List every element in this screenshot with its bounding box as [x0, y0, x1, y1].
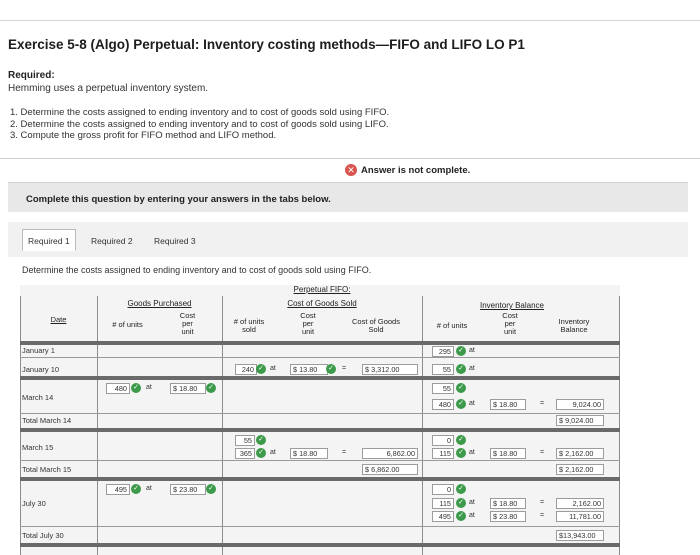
row-label-jul30: July 30	[22, 499, 46, 508]
header-date: Date	[50, 315, 67, 324]
jul30-units-purchased[interactable]: 495	[106, 484, 130, 495]
table-border-left	[20, 296, 21, 555]
check-icon: ✓	[456, 511, 466, 521]
equals-sign: =	[342, 449, 347, 456]
header-units-sold-l2: sold	[242, 325, 256, 334]
check-icon: ✓	[256, 448, 266, 458]
jul30-balance-units-1[interactable]: 0	[432, 484, 454, 495]
row-divider	[20, 477, 620, 481]
mar15-units-sold-1[interactable]: 55	[235, 435, 255, 446]
header-cost-per-unit	[170, 312, 205, 336]
jul30-purchase-cost[interactable]: $ 23.80	[170, 484, 206, 495]
row-divider	[20, 376, 620, 380]
equals-sign: =	[342, 365, 347, 372]
col-divider	[222, 296, 223, 555]
header-cogs	[340, 318, 412, 334]
jan1-balance-units[interactable]: 295	[432, 346, 454, 357]
at-label: at	[146, 384, 152, 391]
header-divider	[0, 20, 700, 21]
header-units-sold-l1: # of units	[233, 317, 265, 326]
equals-sign: =	[540, 499, 545, 506]
header-cost-l1: Cost	[179, 311, 196, 320]
jul30-balance-cost-1[interactable]: $ 18.80	[490, 498, 526, 509]
row-divider	[20, 341, 620, 345]
header-units-purchased: # of units	[112, 320, 143, 329]
mar15-balance-units-1[interactable]: 0	[432, 435, 454, 446]
row-label-mar14: March 14	[22, 393, 54, 402]
mar14-balance-cost[interactable]: $ 18.80	[490, 399, 526, 410]
total-jul30-balance[interactable]: $13,943.00	[556, 530, 604, 541]
jan10-cogs[interactable]: $ 3,312.00	[362, 364, 418, 375]
tab-required-1[interactable]: Required 1	[22, 229, 76, 251]
check-icon: ✓	[206, 383, 216, 393]
status-divider	[0, 158, 700, 159]
equals-sign: =	[540, 449, 545, 456]
check-icon: ✓	[131, 484, 141, 494]
header-bal-cost-l1: Cost	[502, 311, 518, 320]
group-cost-of-goods-sold: Cost of Goods Sold	[287, 299, 357, 308]
header-units-balance: # of units	[436, 321, 468, 330]
table-border-right	[619, 296, 620, 555]
tab-required-3[interactable]: Required 3	[154, 236, 196, 246]
check-icon: ✓	[456, 383, 466, 393]
check-icon: ✓	[206, 484, 216, 494]
mar15-cogs[interactable]: 6,862.00	[362, 448, 418, 459]
row-label-mar15: March 15	[22, 443, 54, 452]
jan10-balance-units[interactable]: 55	[432, 364, 454, 375]
header-sold-cost-l3: unit	[301, 327, 315, 336]
header-bal-cost-l2: per	[504, 319, 516, 328]
mar15-balance-value[interactable]: $ 2,162.00	[556, 448, 604, 459]
total-mar14-balance[interactable]: $ 9,024.00	[556, 415, 604, 426]
col-divider	[422, 296, 423, 555]
check-icon: ✓	[456, 364, 466, 374]
required-text: Hemming uses a perpetual inventory system.	[8, 83, 209, 94]
row-divider	[20, 460, 620, 461]
mar14-units-purchased[interactable]: 480	[106, 383, 130, 394]
header-sold-cost-l2: per	[302, 319, 314, 328]
x-circle-icon: ✕	[345, 164, 357, 176]
header-cogs-l1: Cost of Goods	[352, 317, 400, 326]
header-balance-cost-per-unit	[492, 312, 528, 336]
at-label: at	[469, 347, 475, 354]
check-icon: ✓	[456, 484, 466, 494]
group-goods-purchased: Goods Purchased	[127, 299, 192, 308]
step-3: 3. Compute the gross profit for FIFO method and LIFO method.	[10, 130, 277, 141]
jul30-balance-units-2[interactable]: 115	[432, 498, 454, 509]
header-units-sold	[226, 318, 272, 334]
equals-sign: =	[540, 400, 545, 407]
row-divider	[20, 526, 620, 527]
answer-status	[345, 164, 470, 176]
check-icon: ✓	[326, 364, 336, 374]
mar15-sold-cost[interactable]: $ 18.80	[290, 448, 328, 459]
at-label: at	[270, 365, 276, 372]
jan10-units-sold[interactable]: 240	[235, 364, 257, 375]
mar14-balance-units-2[interactable]: 480	[432, 399, 454, 410]
check-icon: ✓	[456, 346, 466, 356]
row-label-total-jul30: Total July 30	[22, 531, 64, 540]
jan10-sold-cost[interactable]: $ 13.80	[290, 364, 328, 375]
answer-status-text: Answer is not complete.	[361, 164, 471, 176]
row-label-jan1: January 1	[22, 346, 55, 355]
group-inventory-balance: Inventory Balance	[479, 301, 545, 310]
check-icon: ✓	[256, 435, 266, 445]
mar15-balance-cost[interactable]: $ 18.80	[490, 448, 526, 459]
mar14-balance-value[interactable]: 9,024.00	[556, 399, 604, 410]
exercise-title: Exercise 5-8 (Algo) Perpetual: Inventory costing methods—FIFO and LIFO LO P1	[8, 37, 525, 52]
check-icon: ✓	[456, 399, 466, 409]
header-bal-cost-l3: unit	[503, 327, 517, 336]
check-icon: ✓	[456, 498, 466, 508]
header-cogs-l2: Sold	[368, 325, 384, 334]
jul30-balance-value-1[interactable]: 2,162.00	[556, 498, 604, 509]
header-inv-l2: Balance	[560, 325, 588, 334]
row-label-jan10: January 10	[22, 365, 60, 374]
at-label: at	[146, 485, 152, 492]
at-label: at	[469, 449, 475, 456]
tab-description: Determine the costs assigned to ending inventory and to cost of goods sold using FIFO.	[22, 265, 372, 275]
header-inv-l1: Inventory	[558, 317, 590, 326]
check-icon: ✓	[256, 364, 266, 374]
header-sold-cost-l1: Cost	[300, 311, 316, 320]
tab-required-2[interactable]: Required 2	[91, 236, 133, 246]
row-label-total-mar14: Total March 14	[22, 416, 72, 425]
mar15-units-sold-2[interactable]: 365	[235, 448, 255, 459]
requirement-steps	[10, 107, 389, 142]
header-inventory-balance	[548, 318, 600, 334]
check-icon: ✓	[131, 383, 141, 393]
header-cost-l3: unit	[181, 327, 194, 336]
row-label-total-mar15: Total March 15	[22, 465, 72, 474]
total-mar15-cogs[interactable]: $ 6,862.00	[362, 464, 418, 475]
mar14-purchase-cost[interactable]: $ 18.80	[170, 383, 206, 394]
header-cost-l2: per	[182, 319, 193, 328]
required-label: Required:	[8, 70, 55, 81]
at-label: at	[469, 499, 475, 506]
table-title: Perpetual FIFO:	[293, 285, 351, 294]
check-icon: ✓	[456, 435, 466, 445]
mar15-balance-units-2[interactable]: 115	[432, 448, 454, 459]
at-label: at	[469, 400, 475, 407]
step-2: 2. Determine the costs assigned to ending inventory and to cost of goods sold using LIFO.	[10, 118, 389, 130]
jul30-balance-value-2[interactable]: 11,781.00	[556, 511, 604, 522]
at-label: at	[469, 365, 475, 372]
row-divider	[20, 543, 620, 547]
at-label: at	[469, 512, 475, 519]
jul30-balance-units-3[interactable]: 495	[432, 511, 454, 522]
row-divider	[20, 357, 620, 358]
at-label: at	[270, 449, 276, 456]
jul30-balance-cost-2[interactable]: $ 23.80	[490, 511, 526, 522]
total-mar15-balance[interactable]: $ 2,162.00	[556, 464, 604, 475]
row-divider	[20, 413, 620, 414]
step-1: 1. Determine the costs assigned to ending inventory and to cost of goods sold using FIFO.	[10, 107, 390, 118]
row-divider	[20, 428, 620, 432]
col-divider	[97, 296, 98, 555]
equals-sign: =	[540, 512, 545, 519]
instructions-text: Complete this question by entering your answers in the tabs below.	[26, 194, 331, 205]
mar14-balance-units-1[interactable]: 55	[432, 383, 454, 394]
header-sold-cost-per-unit	[288, 312, 328, 336]
check-icon: ✓	[456, 448, 466, 458]
